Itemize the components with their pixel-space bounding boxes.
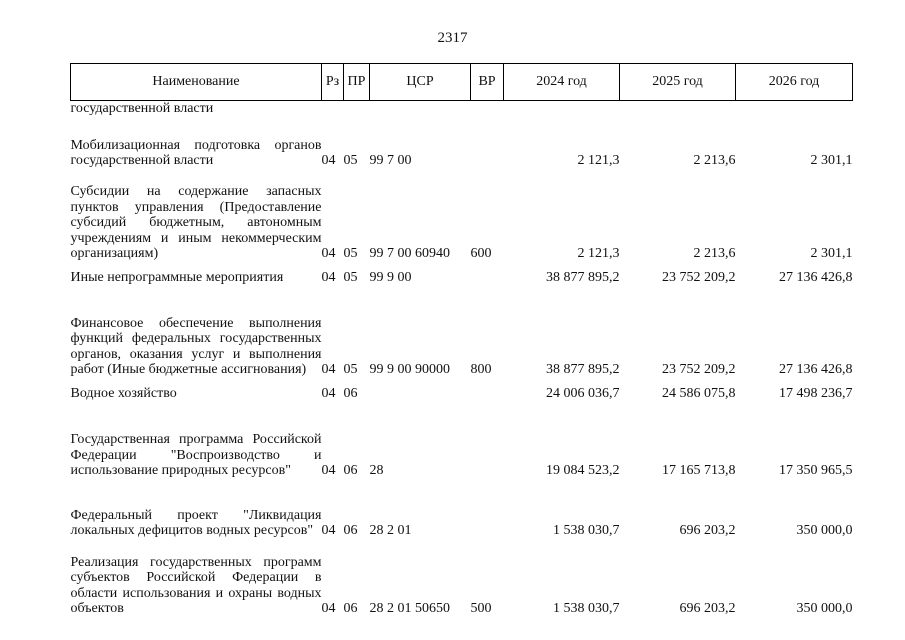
row-vr: [471, 101, 504, 125]
row-2026: 2 301,1: [810, 153, 853, 168]
row-rz: 04: [321, 523, 336, 538]
row-rz: 04: [321, 362, 336, 377]
row-2026: 17 498 236,7: [779, 386, 853, 401]
row-name: государственной власти: [70, 101, 214, 116]
row-2026: 2 301,1: [810, 246, 853, 261]
row-2026: 350 000,0: [796, 601, 853, 616]
row-csr: [370, 378, 471, 402]
row-2025: 2 213,6: [693, 153, 736, 168]
row-2025: 696 203,2: [679, 601, 736, 616]
row-2026: 350 000,0: [796, 523, 853, 538]
row-vr: [471, 378, 504, 402]
table-row: [71, 479, 853, 539]
page-number: 2317: [437, 30, 468, 46]
row-2024: 2 121,3: [577, 153, 620, 168]
row-rz: 04: [321, 463, 336, 478]
row-2025: [620, 101, 736, 125]
row-rz: 04: [321, 601, 336, 616]
row-2024: 1 538 030,7: [553, 601, 620, 616]
table-header-row: [71, 64, 853, 101]
row-vr: [471, 479, 504, 539]
row-2025: 23 752 209,2: [662, 362, 736, 377]
row-name: Водное хозяйство: [70, 386, 177, 401]
row-name: Реализация государственных программ субъектов Российской Федерации в области использования и охраны водных объектов: [70, 554, 322, 616]
table-row: [71, 262, 853, 286]
row-vr: [471, 262, 504, 286]
row-pr: 05: [343, 153, 358, 168]
row-2024: [504, 101, 620, 125]
row-2026: [736, 101, 853, 125]
table-row: [71, 378, 853, 402]
row-pr: 06: [343, 463, 358, 478]
row-2024: 24 006 036,7: [546, 386, 620, 401]
table-row: [71, 402, 853, 479]
table-row: [71, 539, 853, 617]
row-pr: [344, 101, 370, 125]
row-rz: 04: [321, 153, 336, 168]
row-2025: 17 165 713,8: [662, 463, 736, 478]
header-pr: ПР: [344, 64, 370, 101]
header-csr: ЦСР: [370, 64, 471, 101]
row-pr: 06: [343, 386, 358, 401]
row-csr: 99 9 00: [369, 270, 412, 285]
row-pr: 05: [343, 270, 358, 285]
row-rz: [322, 101, 344, 125]
row-rz: 04: [321, 386, 336, 401]
row-vr: 600: [470, 246, 492, 261]
row-vr: [471, 402, 504, 479]
row-name: Государственная программа Российской Федерации "Воспроизводство и использование природных ресурсов": [70, 432, 322, 478]
budget-table: [70, 63, 853, 617]
header-2024: 2024 год: [504, 64, 620, 101]
header-vr: ВР: [471, 64, 504, 101]
row-name: Иные непрограммные мероприятия: [70, 270, 284, 285]
row-csr: 28: [369, 463, 384, 478]
row-name: Финансовое обеспечение выполнения функций федеральных государственных органов, оказания услуг и выполнения работ (Иные бюджетные ассигнования): [70, 315, 322, 377]
row-2024: 38 877 895,2: [546, 362, 620, 377]
header-2026: 2026 год: [736, 64, 853, 101]
row-rz: 04: [321, 246, 336, 261]
row-2026: 27 136 426,8: [779, 270, 853, 285]
row-2024: 38 877 895,2: [546, 270, 620, 285]
row-pr: 06: [343, 523, 358, 538]
row-csr: 99 7 00: [369, 153, 412, 168]
table-row: [71, 125, 853, 169]
row-name: Федеральный проект "Ликвидация локальных дефицитов водных ресурсов": [70, 507, 322, 538]
row-pr: 05: [343, 362, 358, 377]
header-name: Наименование: [71, 64, 322, 101]
header-2025: 2025 год: [620, 64, 736, 101]
row-2025: 23 752 209,2: [662, 270, 736, 285]
row-csr: 28 2 01 50650: [369, 601, 450, 616]
row-vr: 800: [470, 362, 492, 377]
row-csr: [370, 101, 471, 125]
row-csr: 28 2 01: [369, 523, 412, 538]
row-pr: 06: [343, 601, 358, 616]
row-2024: 19 084 523,2: [546, 463, 620, 478]
row-vr: 500: [470, 601, 492, 616]
row-rz: 04: [321, 270, 336, 285]
row-csr: 99 9 00 90000: [369, 362, 450, 377]
row-2026: 27 136 426,8: [779, 362, 853, 377]
table-row: [71, 169, 853, 262]
row-2026: 17 350 965,5: [779, 463, 853, 478]
row-vr: [471, 125, 504, 169]
row-pr: 05: [343, 246, 358, 261]
row-2025: 24 586 075,8: [662, 386, 736, 401]
row-2025: 696 203,2: [679, 523, 736, 538]
row-2024: 2 121,3: [577, 246, 620, 261]
row-2024: 1 538 030,7: [553, 523, 620, 538]
row-csr: 99 7 00 60940: [369, 246, 450, 261]
table-row: [71, 286, 853, 378]
row-name: Субсидии на содержание запасных пунктов управления (Предоставление субсидий бюджетным, автономным учреждениям и иным некоммерческим организациям): [70, 184, 322, 261]
row-2025: 2 213,6: [693, 246, 736, 261]
header-rz: Рз: [322, 64, 344, 101]
table-row: [71, 101, 853, 125]
row-name: Мобилизационная подготовка органов государственной власти: [70, 137, 322, 168]
